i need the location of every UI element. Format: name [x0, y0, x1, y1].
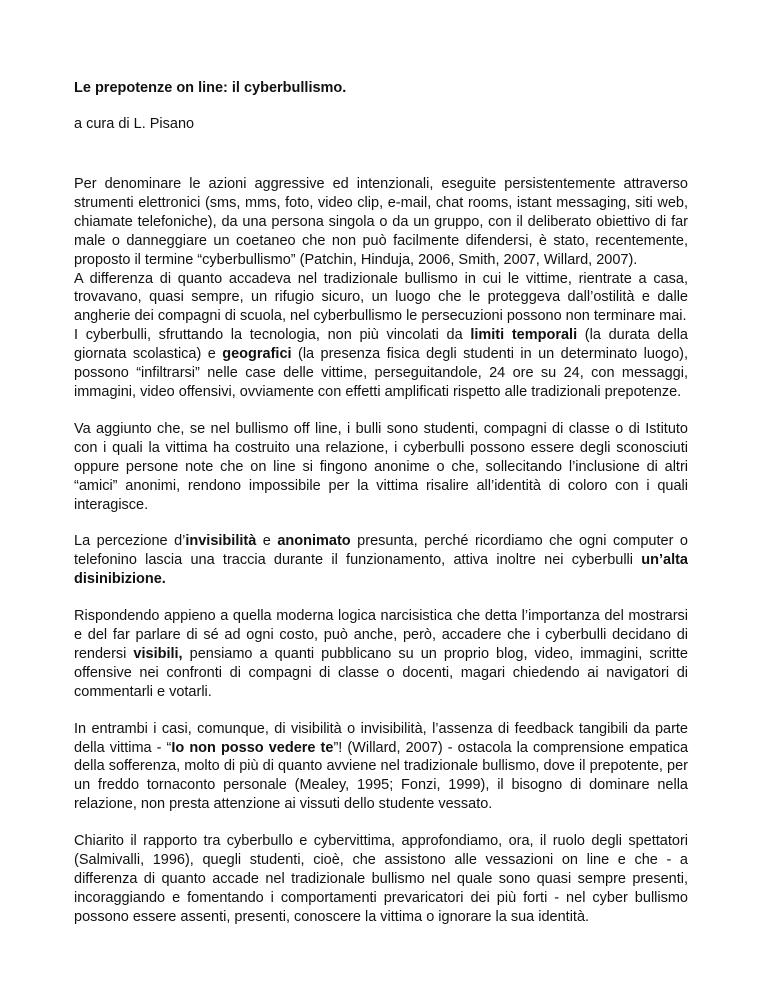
paragraph-text: La percezione d’	[74, 533, 186, 550]
paragraph-spectators: Chiarito il rapporto tra cyberbullo e cybervittima, approfondiamo, ora, il ruolo degli spettatori (Salmivalli, 1996), quegli studenti, cioè, che assistono alle vessazioni on line e che - a differenza di quanto accade nel tradizionale bullismo nel quale sono quasi sempre presenti, incoraggiando e fomentando i comportamenti prevaricatori dei più forti - nel cyber bullismo possono essere assenti, presenti, conoscere la vittima o ignorare la sua identità.	[74, 833, 688, 925]
bold-phrase: invisibilità	[185, 533, 257, 550]
paragraph-text: In entrambi i casi, comunque, di visibilità o invisibilità, l’assenza di feedback tangibili da parte della vittima - “	[74, 720, 688, 756]
document-author: a cura di L. Pisano	[74, 116, 195, 132]
bold-phrase: limiti temporali	[470, 327, 578, 344]
paragraph-text: I cyberbulli, sfruttando la tecnologia, non più vincolati da	[74, 327, 471, 344]
paragraph-text: presunta, perché ricordiamo che ogni computer o telefonino lascia una traccia durante il funzionamento, attiva inoltre nei cyberbulli	[74, 533, 688, 569]
paragraph-text: pensiamo a quanti pubblicano su un proprio blog, video, immagini, scritte offensive nei confronti di compagni di classe o docenti, magari chiedendo ai navigatori di commentarli e votarli.	[74, 645, 688, 700]
paragraph-text: ”! (Willard, 2007) - ostacola la comprensione empatica della sofferenza, molto di più di quanto avviene nel tradizionale bullismo, dove il prepotente, per un freddo tornaconto personale (Mealey, 1995; Fonzi, 1999), il bisogno di dominare nella relazione, non presta attenzione ai vissuti dello studente vessato.	[74, 739, 689, 813]
paragraph-anonymous-bullies: Va aggiunto che, se nel bullismo off line, i bulli sono studenti, compagni di classe o di Istituto con i quali la vittima ha costruito una relazione, i cyberbulli possono essere degli sconosciuti oppure persone note che on line si fingono anonime o che, sollecitando l’inclusione di altri “amici” anonimi, rendono impossibile per la vittima risalire all’identità di coloro con i quali interagisce.	[74, 420, 688, 513]
paragraph-intro	[74, 175, 688, 402]
paragraph-text: A differenza di quanto accadeva nel tradizionale bullismo in cui le vittime, rientrate a casa, trovavano, quasi sempre, un rifugio sicuro, un luogo che le proteggeva dall’ostilità e dalle angherie dei compagni di scuola, nel cyberbullismo le persecuzioni possono non terminare mai.	[74, 270, 688, 325]
paragraph-text: Rispondendo appieno a quella moderna logica narcisistica che detta l’importanza del mostrarsi e del far parlare di sé ad ogni costo, può anche, però, accadere che i cyberbulli decidano di rendersi	[74, 608, 688, 662]
paragraph-text: e	[256, 533, 278, 550]
bold-phrase: visibili,	[133, 645, 183, 662]
paragraph-text: (la presenza fisica degli studenti in un determinato luogo), possono “infiltrarsi” nelle case delle vittime, perseguitandole, 24 ore su 24, con messaggi, immagini, video offensivi, ovviamente con effetti amplificati rispetto alle tradizionali prepotenze.	[74, 346, 688, 400]
paragraph-visibility	[74, 607, 688, 702]
bold-phrase: anonimato	[277, 533, 351, 550]
document-title: Le prepotenze on line: il cyberbullismo.	[74, 80, 347, 96]
bold-phrase: un’alta disinibizione.	[74, 552, 688, 588]
paragraph-invisibility	[74, 532, 688, 589]
paragraph-text: (la durata della giornata scolastica) e	[74, 327, 688, 363]
bold-phrase: geografici	[222, 346, 292, 363]
paragraph-feedback	[74, 720, 688, 815]
paragraph-text: Per denominare le azioni aggressive ed intenzionali, eseguite persistentemente attraverso strumenti elettronici (sms, mms, foto, video clip, e-mail, chat rooms, istant messaging, siti web, chiamate telefoniche), da una persona singola o da un gruppo, con il deliberato obiettivo di far male o danneggiare un coetaneo che non può facilmente difendersi, è stato, recentemente, proposto il termine “cyberbullismo” (Patchin, Hinduja, 2006, Smith, 2007, Willard, 2007).	[74, 176, 688, 268]
bold-phrase: Io non posso vedere te	[171, 739, 334, 756]
document-page	[74, 78, 688, 927]
